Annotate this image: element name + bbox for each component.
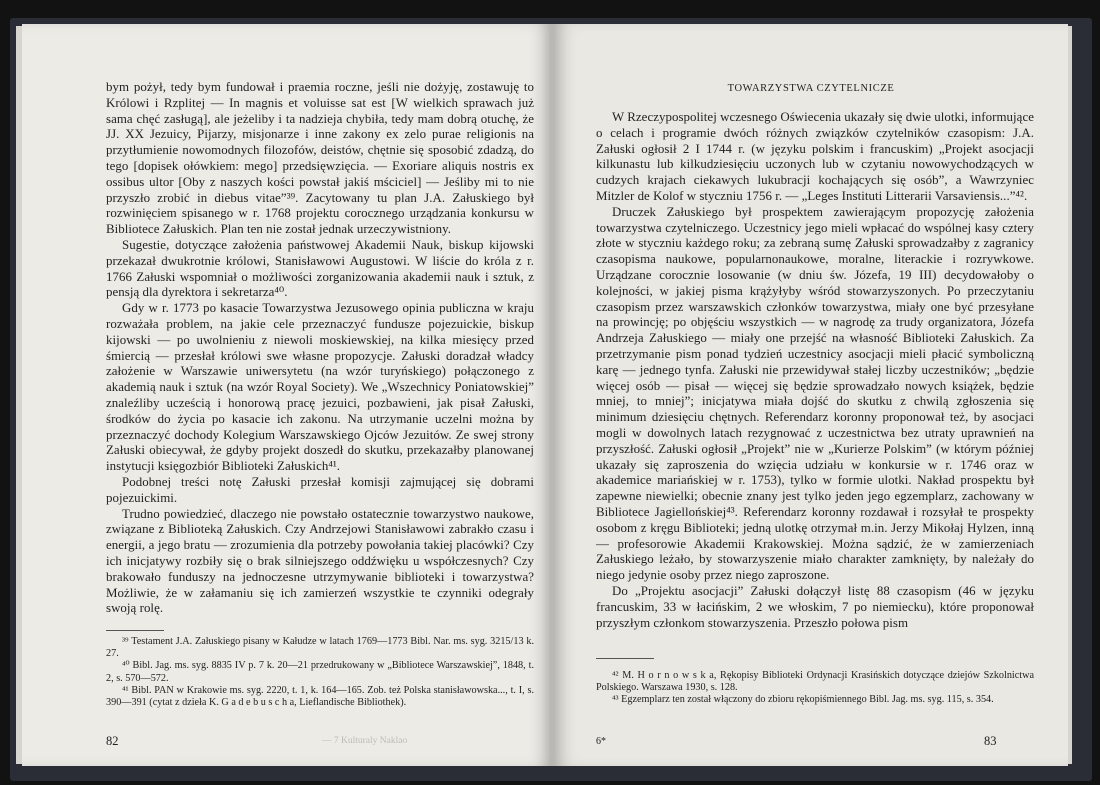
left-page-number: 82 xyxy=(106,734,119,748)
right-page-number: 83 xyxy=(984,734,997,748)
right-paragraph-1: W Rzeczypospolitej wczesnego Oświecenia ukazały się dwie ulotki, informujące o celach i programie dwóch różnych związków czytelników czasopism: J.A. Załuski ogłosił 2 I 1744 r. (w języku polskim i francuskim) „Projekt asocjacji kilkunastu lub kilkudziesięciu uczonych lub w czytaniu nowowychodzących w cudzych krajach ciekawych lukubracji kochających się osób”, a Wawrzyniec Mitzler de Kolof w styczniu 1756 r. — „Leges Instituti Litterarii Varsaviensis...”⁴². xyxy=(596,110,1035,203)
footnote-40: ⁴⁰ Bibl. Jag. ms. syg. 8835 IV p. 7 k. 20—21 przedrukowany w „Bibliotece Warszawskiej”, 1848, t. 2, s. 570—572. xyxy=(106,660,534,684)
left-footnote-rule xyxy=(106,630,164,631)
right-footnote-rule xyxy=(596,658,654,659)
left-paragraph-4: Podobnej treści notę Załuski przesłał komisji zajmującej się dobrami pojezuickimi. xyxy=(106,474,534,505)
left-page xyxy=(22,24,552,766)
left-paragraph-2: Sugestie, dotyczące założenia państwowej Akademii Nauk, biskup kijowski przekazał dwukrotnie królowi, Stanisławowi Augustowi. W liście do króla z r. 1766 Załuski wspomniał o możliwości zorganizowania akademii nauk i sztuk, z pensją dla dyrektora i sekretarza⁴⁰. xyxy=(106,237,534,300)
printer-signature: 6* xyxy=(596,736,606,747)
right-body-text xyxy=(596,110,1034,631)
footnote-39: ³⁹ Testament J.A. Załuskiego pisany w Kałudze w latach 1769—1773 Bibl. Nar. ms. syg. 3215/13 k. 27. xyxy=(106,636,534,660)
running-head: TOWARZYSTWA CZYTELNICZE xyxy=(727,83,895,94)
footnote-41: ⁴¹ Bibl. PAN w Krakowie ms. syg. 2220, t. 1, k. 164—165. Zob. też Polska stanisławowska..., t. I, s. 390—391 (cytat z dzieła K. G a d e b u s c h a, Lieflandische Bibliothek). xyxy=(106,684,534,709)
right-paragraph-3: Do „Projektu asocjacji” Załuski dołączył listę 88 czasopism (46 w języku francuskim, 33 w łacińskim, 2 we włoskim, 7 po niemiecku), które proponował przyszłym członkom stowarzyszenia. Przeszło połowa pism xyxy=(596,583,1034,630)
footnote-42: ⁴² M. H o r n o w s k a, Rękopisy Biblioteki Ordynacji Krasińskich dotyczące dziejów Szkolnictwa Polskiego. Warszawa 1930, s. 128. xyxy=(596,670,1034,694)
left-paragraph-5: Trudno powiedzieć, dlaczego nie powstało ostatecznie towarzystwo naukowe, związane z Biblioteką Załuskich. Czy Andrzejowi Stanisławowi zabrakło czasu i energii, a jego bratu — zrozumienia dla potrzeby powołania takiej placówki? Czy ich inicjatywy rozbiły się o brak silniejszego oddźwięku u współczesnych? Czy brakowało funduszy na jednoczesne utrzymywanie biblioteki i towarzystwa? Możliwie, że w załamaniu się ich zamierzeń wszystkie te czynniki odegrały swoją rolę. xyxy=(106,506,534,616)
right-paragraph-2: Druczek Załuskiego był prospektem zawierającym propozycję założenia towarzystwa czytelniczego. Uczestnicy jego mieli wpłacać do wspólnej kasy cztery złote w styczniu każdego roku; za zebraną sumę Załuski sprowadzałby z zagranicy czasopisma naukowe, popularnonaukowe, moralne, literackie i rozrywkowe. Urządzane corocznie losowanie (w dniu św. Józefa, 19 III) decydowałoby o kolejności, w jakiej pisma krążyłyby wśród stowarzyszonych. Po przeczytaniu czasopism przez warszawskich członków towarzystwa, miały one być przesyłane na prowincję; po objęściu wszystkich — w nagrodę za trudy organizatora, Józefa Andrzeja Załuskiego — miały one przejść na własność Biblioteki Załuskich. Za przetrzymanie pism ponad tydzień uczestnicy asocjacji mieli płacić symboliczną karę — jednego tynfa. Załuski nie przewidywał stałej liczby uczestników; „będzie więcej osób — pisał — więcej się będzie sprowadzało nowych książek, będzie mniej, to mniej”; inicjatywa miała dojść do skutku z chwilą zgłoszenia się minimum dziesięciu chętnych. Referendarz koronny proponował też, by asocjaci mogli w dowolnych latach rezygnować z uczestnictwa bez utraty uprawnień na przyszłość. Załuski ogłosił „Projekt” nie w „Kurierze Polskim” (w którym później ukazały się zaproszenia do wzięcia udziału w konkursie w r. 1746 oraz w akademice mariańskiej w r. 1753), tylko w formie ulotki. Nakład prospektu był zapewne niewielki; obecnie znany jest tylko jeden jego egzemplarz, zachowany w Bibliotece Jagiellońskiej⁴³. Referendarz koronny rozdawał i rozsyłał te prospekty osobom z kręgu Biblioteki; jedną ulotkę otrzymał m.in. Jerzy Mikołaj Hylzen, inną — profesorowie Akademii Krakowskiej. Można sądzić, że w zamierzeniach Załuskiego leżało, by stowarzyszenie miało charakter zamknięty, by należały do niego jedynie osoby przez niego zaproszone. xyxy=(596,204,1034,583)
footnote-43: ⁴³ Egzemplarz ten został włączony do zbioru rękopiśmiennego Bibl. Jag. ms. syg. 115, s. 354. xyxy=(612,694,994,706)
show-through-text: — 7 Kulturaly Naklao xyxy=(322,736,408,746)
right-page xyxy=(554,24,1068,766)
left-paragraph-3: Gdy w r. 1773 po kasacie Towarzystwa Jezusowego opinia publiczna w kraju rozważała problem, na jakie cele przeznaczyć fundusze pojezuickie, biskup kijowski — po uwolnieniu z niewoli moskiewskiej, na kilka miesięcy przed śmiercią — przesłał królowi swe własne propozycje. Załuski doradzał władcy założenie w Warszawie uniwersytetu (na wzór turyńskiego) połączonego z akademią nauk i sztuk (na wzór Royal Society). We „Wszechnicy Poniatowskiej” znaleźliby ucześcią i honorową pracę jezuici, pozbawieni, jak pisał Załuski, środków do życia po kasacie ich zakonu. Na utrzymanie uczelni można by przeznaczyć dochody Kolegium Warszawskiego Ojców Jezuitów. Ze swej strony Załuski obiecywał, że gdyby projekt doszedł do skutku, przekazałby planowanej instytucji księgozbiór Biblioteki Załuskich⁴¹. xyxy=(106,301,534,474)
right-footnotes xyxy=(596,670,1034,707)
left-paragraph-1: bym pożył, tedy bym fundował i praemia roczne, jeśli nie dożyję, zostawuję to Królowi i Rzplitej — In magnis et voluisse sat est [W wielkich sprawach już sama chęć zasługą], ale jeżeliby i ta nadzieja chybiła, tedy mam dobrą otuchę, że JJ. XX Jezuicy, Pijarzy, misjonarze i inne zakony ex zelo purae religionis na przytłumienie nowomodnych filozofów, deistów, chętnie się sposobić zdadzą, do tego [dopisek ołówkiem: mego] przedsięwzięcia. — Exoriare aliquis nostris ex ossibus ultor [Oby z naszych kości powstał jakiś mściciel] — Jeśliby mi to nie przyszło zrobić in diebus vitae”³⁹. Zacytowany tu plan J.A. Załuskiego był rozwinięciem spisanego w r. 1768 projektu corocznego urządzania konkursu w Bibliotece Załuskich. Plan ten nie został jednak urzeczywistniony. xyxy=(106,80,534,237)
left-footnotes xyxy=(106,636,534,709)
left-body-text xyxy=(106,80,534,617)
